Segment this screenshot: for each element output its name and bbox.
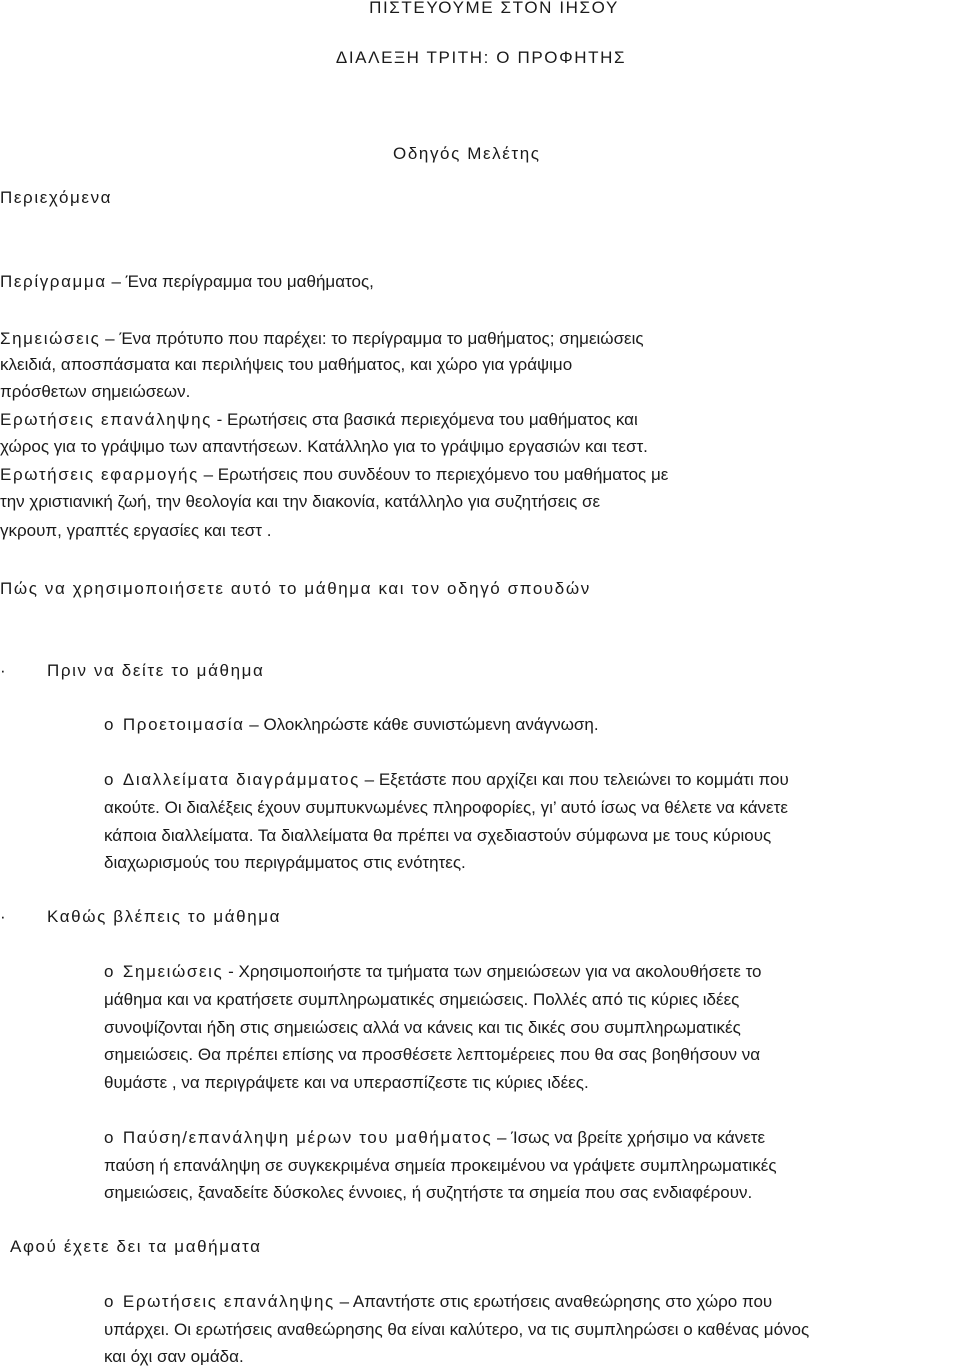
breaks-item-line-1 xyxy=(104,770,789,790)
during-notes-line-1 xyxy=(104,962,762,982)
application-term: Ερωτήσεις εφαρμογής xyxy=(0,465,199,484)
study-guide-label: Οδηγός Μελέτης xyxy=(393,144,541,163)
how-to-heading: Πώς να χρησιμοποιήσετε αυτό το μάθημα και τον οδηγό σπουδών xyxy=(0,579,591,598)
breaks-item-line-3: κάποια διαλλείματα. Τα διαλλείματα θα πρέπει να σχεδιαστούν σύμφωνα με τους κύριους xyxy=(104,826,772,845)
pause-item-line-2: παύση ή επανάληψη σε συγκεκριμένα σημεία προκειμένου να γράψετε συμπληρωματικές xyxy=(104,1156,777,1175)
notes-item-line-3: πρόσθετων σημειώσεων. xyxy=(0,382,191,401)
review-item-line-1 xyxy=(0,410,638,430)
review-item-line-2: χώρος για το γράψιμο των απαντήσεων. Κατάλληλο για το γράψιμο εργασιών και τεστ. xyxy=(0,437,648,456)
after-review-term: Ερωτήσεις επανάληψης xyxy=(122,1292,335,1311)
breaks-text: – Εξετάστε που αρχίζει και που τελειώνει το κομμάτι που xyxy=(364,770,789,789)
application-item-line-1 xyxy=(0,465,668,485)
pause-item-line-3: σημειώσεις, ξαναδείτε δύσκολες έννοιες, ή συζητήστε τα σημεία που σας ενδιαφέρουν. xyxy=(104,1183,753,1202)
during-notes-line-2: μάθημα και να κρατήσετε συμπληρωματικές σημειώσεις. Πολλές από τις κύριες ιδέες xyxy=(104,990,740,1009)
breaks-item-line-2: ακούτε. Οι διαλέξεις έχουν συμπυκνωμένες πληροφορίες, γι’ αυτό ίσως να θέλετε να κάνετε xyxy=(104,798,788,817)
after-review-text: – Απαντήστε στις ερωτήσεις αναθεώρησης στο χώρο που xyxy=(339,1292,773,1311)
sub-bullet: o xyxy=(104,1128,114,1147)
breaks-item-line-4: διαχωρισμούς του περιγράμματος στις ενότητες. xyxy=(104,853,466,872)
before-heading: Πριν να δείτε το μάθημα xyxy=(47,661,265,680)
prep-item xyxy=(104,715,599,735)
pause-item-line-1 xyxy=(104,1128,765,1148)
after-review-line-2: υπάρχει. Οι ερωτήσεις αναθεώρησης θα είναι καλύτερο, να τις συμπληρώσει ο καθένας μόνος xyxy=(104,1320,810,1339)
application-item-line-3: γκρουπ, γραπτές εργασίες και τεστ . xyxy=(0,521,272,540)
pause-text: – Ίσως να βρείτε χρήσιμο να κάνετε xyxy=(496,1128,766,1147)
review-text: - Ερωτήσεις στα βασικά περιεχόμενα του μαθήματος και xyxy=(216,410,638,429)
contents-heading: Περιεχόμενα xyxy=(0,188,113,207)
notes-item-line-2: κλειδιά, αποσπάσματα και περιλήψεις του μαθήματος, και χώρο για γράψιμο xyxy=(0,355,573,374)
application-item-line-2: την χριστιανική ζωή, την θεολογία και την διακονία, κατάλληλο για συζητήσεις σε xyxy=(0,492,601,511)
notes-term: Σημειώσεις xyxy=(0,329,101,348)
application-text: – Ερωτήσεις που συνδέουν το περιεχόμενο του μαθήματος με xyxy=(203,465,669,484)
pause-term: Παύση/επανάληψη μέρων του μαθήματος xyxy=(122,1128,493,1147)
document-title: ΠΙΣΤΕΥΟΥΜΕ ΣΤΟΝ ΙΗΣΟΥ xyxy=(369,0,619,17)
after-review-line-3: και όχι σαν ομάδα. xyxy=(104,1347,244,1366)
notes-text: – Ένα πρότυπο που παρέχει: το περίγραμμα το μαθήματος; σημειώσεις xyxy=(105,329,644,348)
outline-text: – Ένα περίγραμμα του μαθήματος, xyxy=(111,272,374,291)
lecture-subtitle: ΔΙΑΛΕΞΗ ΤΡΙΤΗ: Ο ΠΡΟΦΗΤΗΣ xyxy=(335,48,627,67)
breaks-term: Διαλλείματα διαγράμματος xyxy=(122,770,360,789)
after-heading: Αφού έχετε δει τα μαθήματα xyxy=(10,1237,262,1256)
bullet-during: · xyxy=(0,907,6,926)
bullet-before: · xyxy=(0,661,6,680)
outline-term: Περίγραμμα xyxy=(0,272,107,291)
outline-item xyxy=(0,272,374,292)
review-term: Ερωτήσεις επανάληψης xyxy=(0,410,212,429)
sub-bullet: o xyxy=(104,770,114,789)
during-notes-line-4: σημειώσεις. Θα πρέπει επίσης να προσθέσετε λεπτομέρειες που θα σας βοηθήσουν να xyxy=(104,1045,761,1064)
during-heading: Καθώς βλέπεις το μάθημα xyxy=(47,907,282,926)
prep-text: – Ολοκληρώστε κάθε συνιστώμενη ανάγνωση. xyxy=(249,715,599,734)
during-notes-text: - Χρησιμοποιήστε τα τμήματα των σημειώσεων για να ακολουθήσετε το xyxy=(228,962,762,981)
during-notes-line-5: θυμάστε , να περιγράψετε και να υπερασπίζεστε τις κύριες ιδέες. xyxy=(104,1073,589,1092)
prep-term: Προετοιμασία xyxy=(122,715,245,734)
during-notes-term: Σημειώσεις xyxy=(122,962,224,981)
notes-item-line-1 xyxy=(0,329,644,349)
after-review-line-1 xyxy=(104,1292,772,1312)
sub-bullet: o xyxy=(104,962,114,981)
sub-bullet: o xyxy=(104,1292,114,1311)
sub-bullet: o xyxy=(104,715,114,734)
during-notes-line-3: συνοψίζονται ήδη στις σημειώσεις αλλά να κάνεις και τις δικές σου συμπληρωματικές xyxy=(104,1018,741,1037)
